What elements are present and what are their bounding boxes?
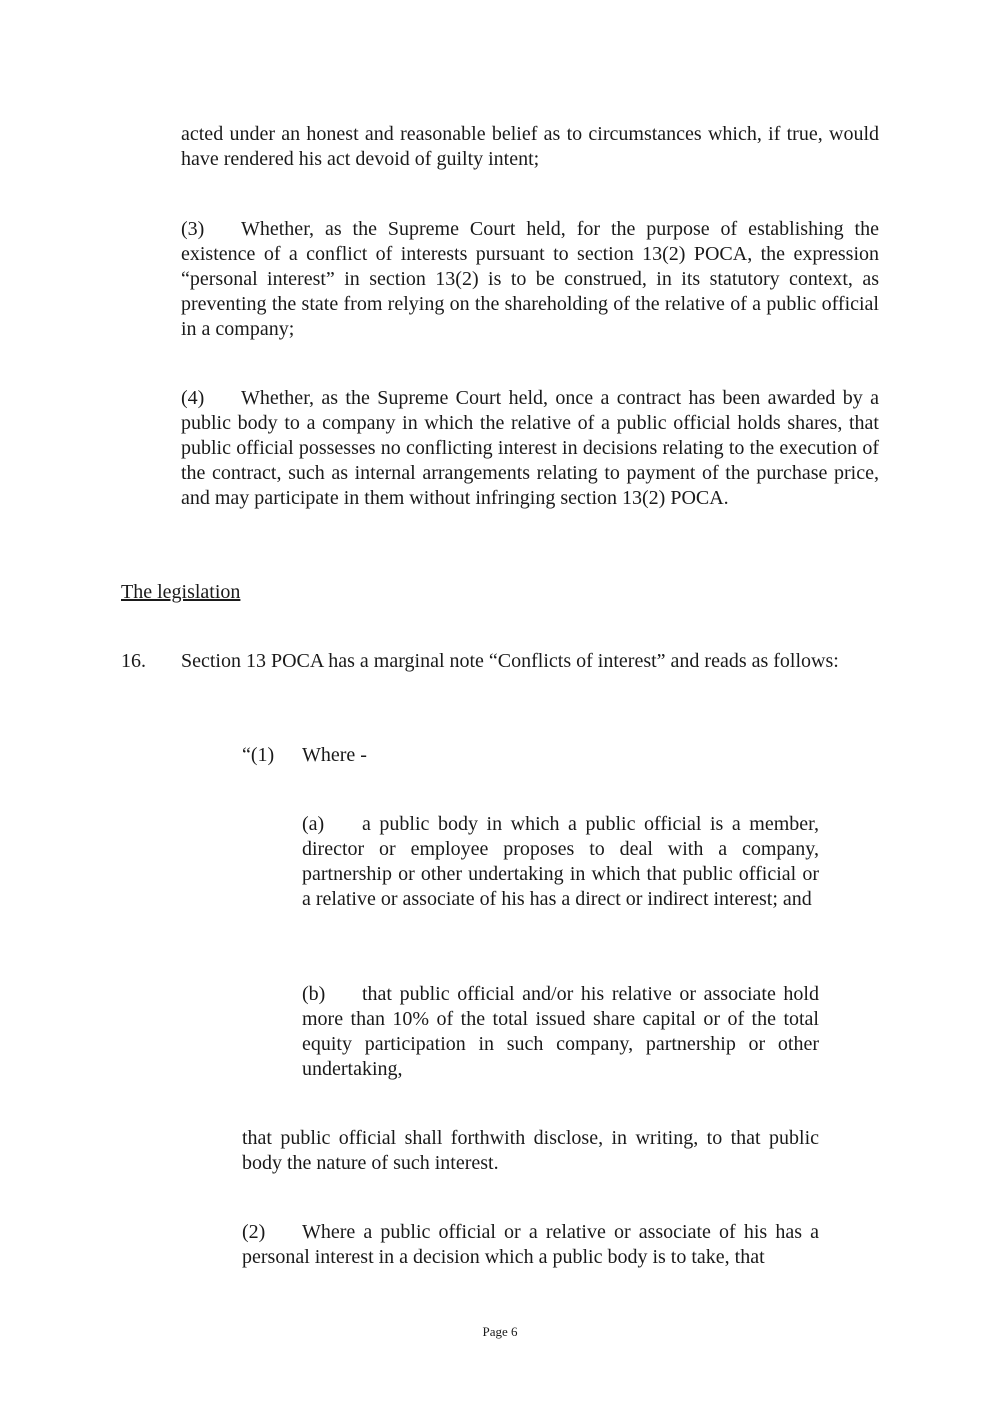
issue-3-text: Whether, as the Supreme Court held, for the purpose of establishing the existence of a conflict of interests pursuant to section 13(2) POCA, the expression “personal interest” in section 13(2) is to be construed, in its statutory context, as preventing the state from relying on the shareholding of the relative of a public official in a company; — [181, 218, 879, 340]
continuation-paragraph: acted under an honest and reasonable belief as to circumstances which, if true, would have rendered his act devoid of guilty intent; — [181, 123, 879, 170]
issue-3-label: (3) — [181, 218, 205, 240]
subsection-1-text: Where - — [302, 744, 367, 766]
item-b-text: that public official and/or his relative or associate hold more than 10% of the total issued share capital or of the total equity participation in such company, partnership or other undertaking, — [302, 983, 819, 1080]
quote-item-b — [302, 982, 819, 1082]
section-heading: The legislation — [121, 581, 241, 603]
paragraph-16-text: Section 13 POCA has a marginal note “Conflicts of interest” and reads as follows: — [181, 650, 839, 672]
subsection-2-text: Where a public official or a relative or associate of his has a personal interest in a decision which a public body is to take, that — [242, 1221, 819, 1268]
subsection-1-label: “(1) — [242, 744, 275, 766]
item-b-label: (b) — [302, 983, 326, 1005]
paragraph-16 — [121, 649, 879, 674]
quote-subsection-2 — [242, 1220, 819, 1270]
quote-closing: that public official shall forthwith disclose, in writing, to that public body the nature of such interest. — [242, 1127, 819, 1174]
issue-3-paragraph — [181, 217, 879, 342]
item-a-label: (a) — [302, 813, 325, 835]
subsection-2-label: (2) — [242, 1221, 266, 1243]
page-number: Page 6 — [482, 1324, 518, 1339]
issue-4-label: (4) — [181, 387, 205, 409]
quote-item-a — [302, 812, 819, 912]
issue-4-text: Whether, as the Supreme Court held, once a contract has been awarded by a public body to a company in which the relative of a public official holds shares, that public official possesses no conflicting interest in decisions relating to the execution of the contract, such as internal arrangements relating to payment of the purchase price, and may participate in them without infringing section 13(2) POCA. — [181, 387, 879, 509]
paragraph-16-number: 16. — [121, 650, 146, 672]
issue-4-paragraph — [181, 386, 879, 511]
item-a-text: a public body in which a public official is a member, director or employee proposes to deal with a company, partnership or other undertaking in which that public official or a relative or associate of his has a direct or indirect interest; and — [302, 813, 819, 910]
quote-subsection-1 — [242, 743, 819, 768]
